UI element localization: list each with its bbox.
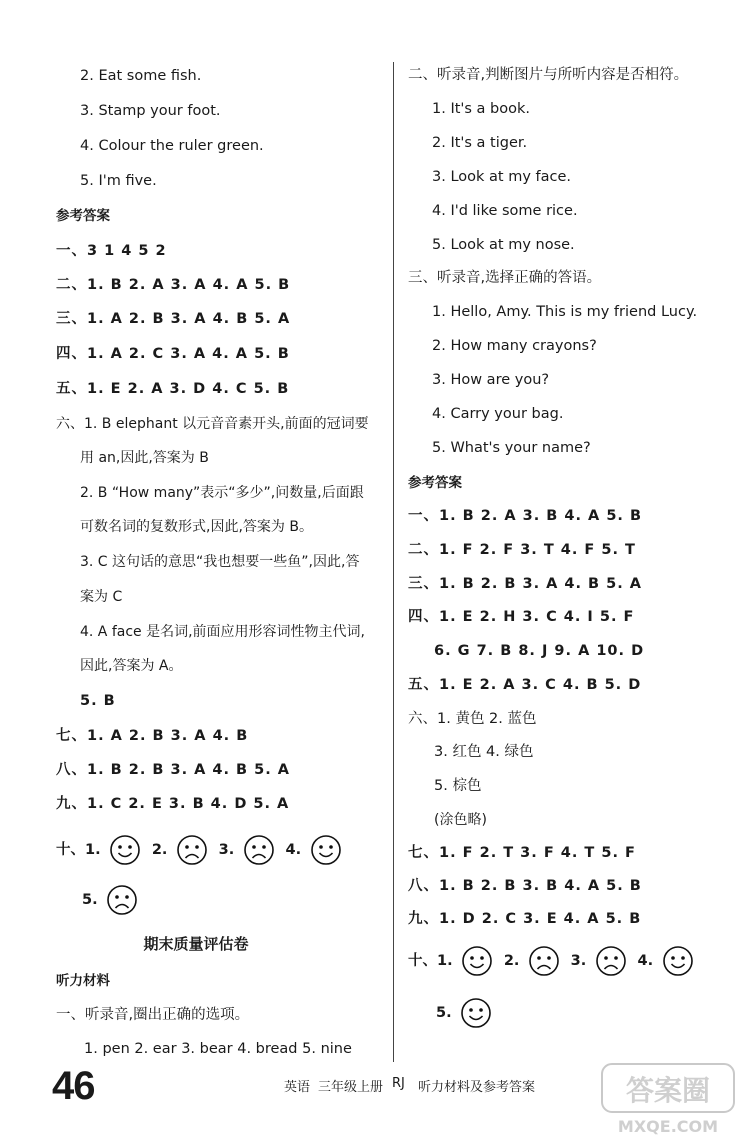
smiley-face-icon bbox=[662, 945, 694, 977]
answer-row: 八、1. B 2. B 3. A 4. B 5. A bbox=[56, 762, 291, 778]
listening-line: 4. Carry your bag. bbox=[432, 406, 564, 422]
page-number: 46 bbox=[52, 1064, 95, 1108]
listening-line: 3. How are you? bbox=[432, 372, 550, 388]
answer-row: 6. G 7. B 8. J 9. A 10. D bbox=[434, 643, 645, 659]
smiley-face-icon bbox=[460, 997, 492, 1029]
answer-row: 八、1. B 2. B 3. B 4. A 5. B bbox=[408, 878, 642, 894]
listening-line: 1. pen 2. ear 3. bear 4. bread 5. nine bbox=[84, 1041, 352, 1057]
explanation-line: 2. B “How many”表示“多少”,问数量,后面跟 bbox=[80, 485, 364, 501]
section-title: 期末质量评估卷 bbox=[143, 935, 249, 953]
sad-face-icon bbox=[595, 945, 627, 977]
face-number: 4. bbox=[285, 842, 302, 858]
explanation-line: 3. C 这句话的意思“我也想要一些鱼”,因此,答 bbox=[80, 554, 360, 570]
svg-text:答案圈: 答案圈 bbox=[625, 1074, 711, 1107]
answer-row: 3. 红色 4. 绿色 bbox=[434, 744, 534, 760]
smiley-face-icon bbox=[461, 945, 493, 977]
explanation-line: 因此,答案为 A。 bbox=[80, 658, 183, 674]
explanation-line: 可数名词的复数形式,因此,答案为 B。 bbox=[80, 519, 313, 535]
answer-row: 四、1. E 2. H 3. C 4. I 5. F bbox=[408, 609, 635, 625]
listening-line: 4. Colour the ruler green. bbox=[80, 138, 264, 154]
answer-row: 一、3 1 4 5 2 bbox=[56, 243, 167, 259]
question-heading: 三、听录音,选择正确的答语。 bbox=[408, 270, 602, 286]
face-answer-row bbox=[82, 884, 144, 920]
sad-face-icon bbox=[106, 884, 138, 916]
svg-text:MXQE.COM: MXQE.COM bbox=[617, 1117, 719, 1136]
column-divider bbox=[393, 62, 394, 1062]
face-number: 5. bbox=[436, 1005, 452, 1021]
answer-row: 5. 棕色 bbox=[434, 778, 482, 794]
listening-line: 5. I'm five. bbox=[80, 173, 157, 189]
sad-face-icon bbox=[243, 834, 275, 866]
answer-key-heading: 参考答案 bbox=[408, 475, 462, 491]
listening-heading: 听力材料 bbox=[56, 973, 110, 989]
face-answer-row bbox=[436, 997, 498, 1033]
sad-face-icon bbox=[176, 834, 208, 866]
answer-row: 七、1. A 2. B 3. A 4. B bbox=[56, 728, 249, 744]
face-number: 4. bbox=[637, 953, 654, 969]
face-number: 2. bbox=[151, 842, 168, 858]
listening-line: 1. Hello, Amy. This is my friend Lucy. bbox=[432, 304, 698, 320]
question-heading: 一、听录音,圈出正确的选项。 bbox=[56, 1007, 250, 1023]
listening-line: 3. Stamp your foot. bbox=[80, 103, 221, 119]
answer-row: 九、1. C 2. E 3. B 4. D 5. A bbox=[56, 796, 290, 812]
answer-row: 二、1. F 2. F 3. T 4. F 5. T bbox=[408, 542, 636, 558]
listening-line: 1. It's a book. bbox=[432, 101, 531, 117]
listening-line: 4. I'd like some rice. bbox=[432, 203, 578, 219]
listening-line: 2. Eat some fish. bbox=[80, 68, 202, 84]
answer-row: 一、1. B 2. A 3. B 4. A 5. B bbox=[408, 508, 643, 524]
watermark-logo bbox=[598, 1060, 738, 1138]
listening-line: 5. Look at my nose. bbox=[432, 237, 575, 253]
face-number: 3. bbox=[570, 953, 587, 969]
answer-row: 三、1. A 2. B 3. A 4. B 5. A bbox=[56, 311, 291, 327]
face-number: 5. bbox=[82, 892, 98, 908]
explanation-line: 六、1. B elephant 以元音音素开头,前面的冠词要 bbox=[56, 416, 369, 432]
sad-face-icon bbox=[528, 945, 560, 977]
answer-row: 五、1. E 2. A 3. C 4. B 5. D bbox=[408, 677, 642, 693]
explanation-line: 4. A face 是名词,前面应用形容词性物主代词, bbox=[80, 624, 366, 640]
footer-edition: RJ bbox=[392, 1076, 405, 1091]
answer-row: 四、1. A 2. C 3. A 4. A 5. B bbox=[56, 346, 290, 362]
listening-line: 2. It's a tiger. bbox=[432, 135, 528, 151]
face-number: 3. bbox=[218, 842, 235, 858]
answer-note: (涂色略) bbox=[434, 812, 487, 828]
answer-row: 七、1. F 2. T 3. F 4. T 5. F bbox=[408, 845, 636, 861]
answer-row: 三、1. B 2. B 3. A 4. B 5. A bbox=[408, 576, 643, 592]
listening-line: 2. How many crayons? bbox=[432, 338, 597, 354]
smiley-face-icon bbox=[310, 834, 342, 866]
answer-row: 九、1. D 2. C 3. E 4. A 5. B bbox=[408, 911, 642, 927]
face-row-prefix: 十、1. bbox=[56, 842, 101, 858]
answer-row: 5. B bbox=[80, 693, 116, 709]
face-number: 2. bbox=[503, 953, 520, 969]
explanation-line: 用 an,因此,答案为 B bbox=[80, 450, 209, 466]
smiley-face-icon bbox=[109, 834, 141, 866]
footer-grade: 三年级上册 bbox=[318, 1080, 384, 1095]
footer-label: 听力材料及参考答案 bbox=[418, 1080, 536, 1095]
answer-row: 二、1. B 2. A 3. A 4. A 5. B bbox=[56, 277, 291, 293]
face-answer-row bbox=[56, 834, 348, 870]
answer-key-heading: 参考答案 bbox=[56, 208, 110, 224]
answer-row: 五、1. E 2. A 3. D 4. C 5. B bbox=[56, 381, 290, 397]
question-heading: 二、听录音,判断图片与所听内容是否相符。 bbox=[408, 67, 689, 83]
footer-subject: 英语 bbox=[284, 1080, 311, 1095]
page-footer bbox=[0, 1060, 750, 1136]
face-answer-row bbox=[408, 945, 700, 981]
explanation-line: 案为 C bbox=[80, 589, 123, 605]
listening-line: 3. Look at my face. bbox=[432, 169, 572, 185]
listening-line: 5. What's your name? bbox=[432, 440, 591, 456]
face-row-prefix: 十、1. bbox=[408, 953, 453, 969]
answer-row: 六、1. 黄色 2. 蓝色 bbox=[408, 711, 537, 727]
